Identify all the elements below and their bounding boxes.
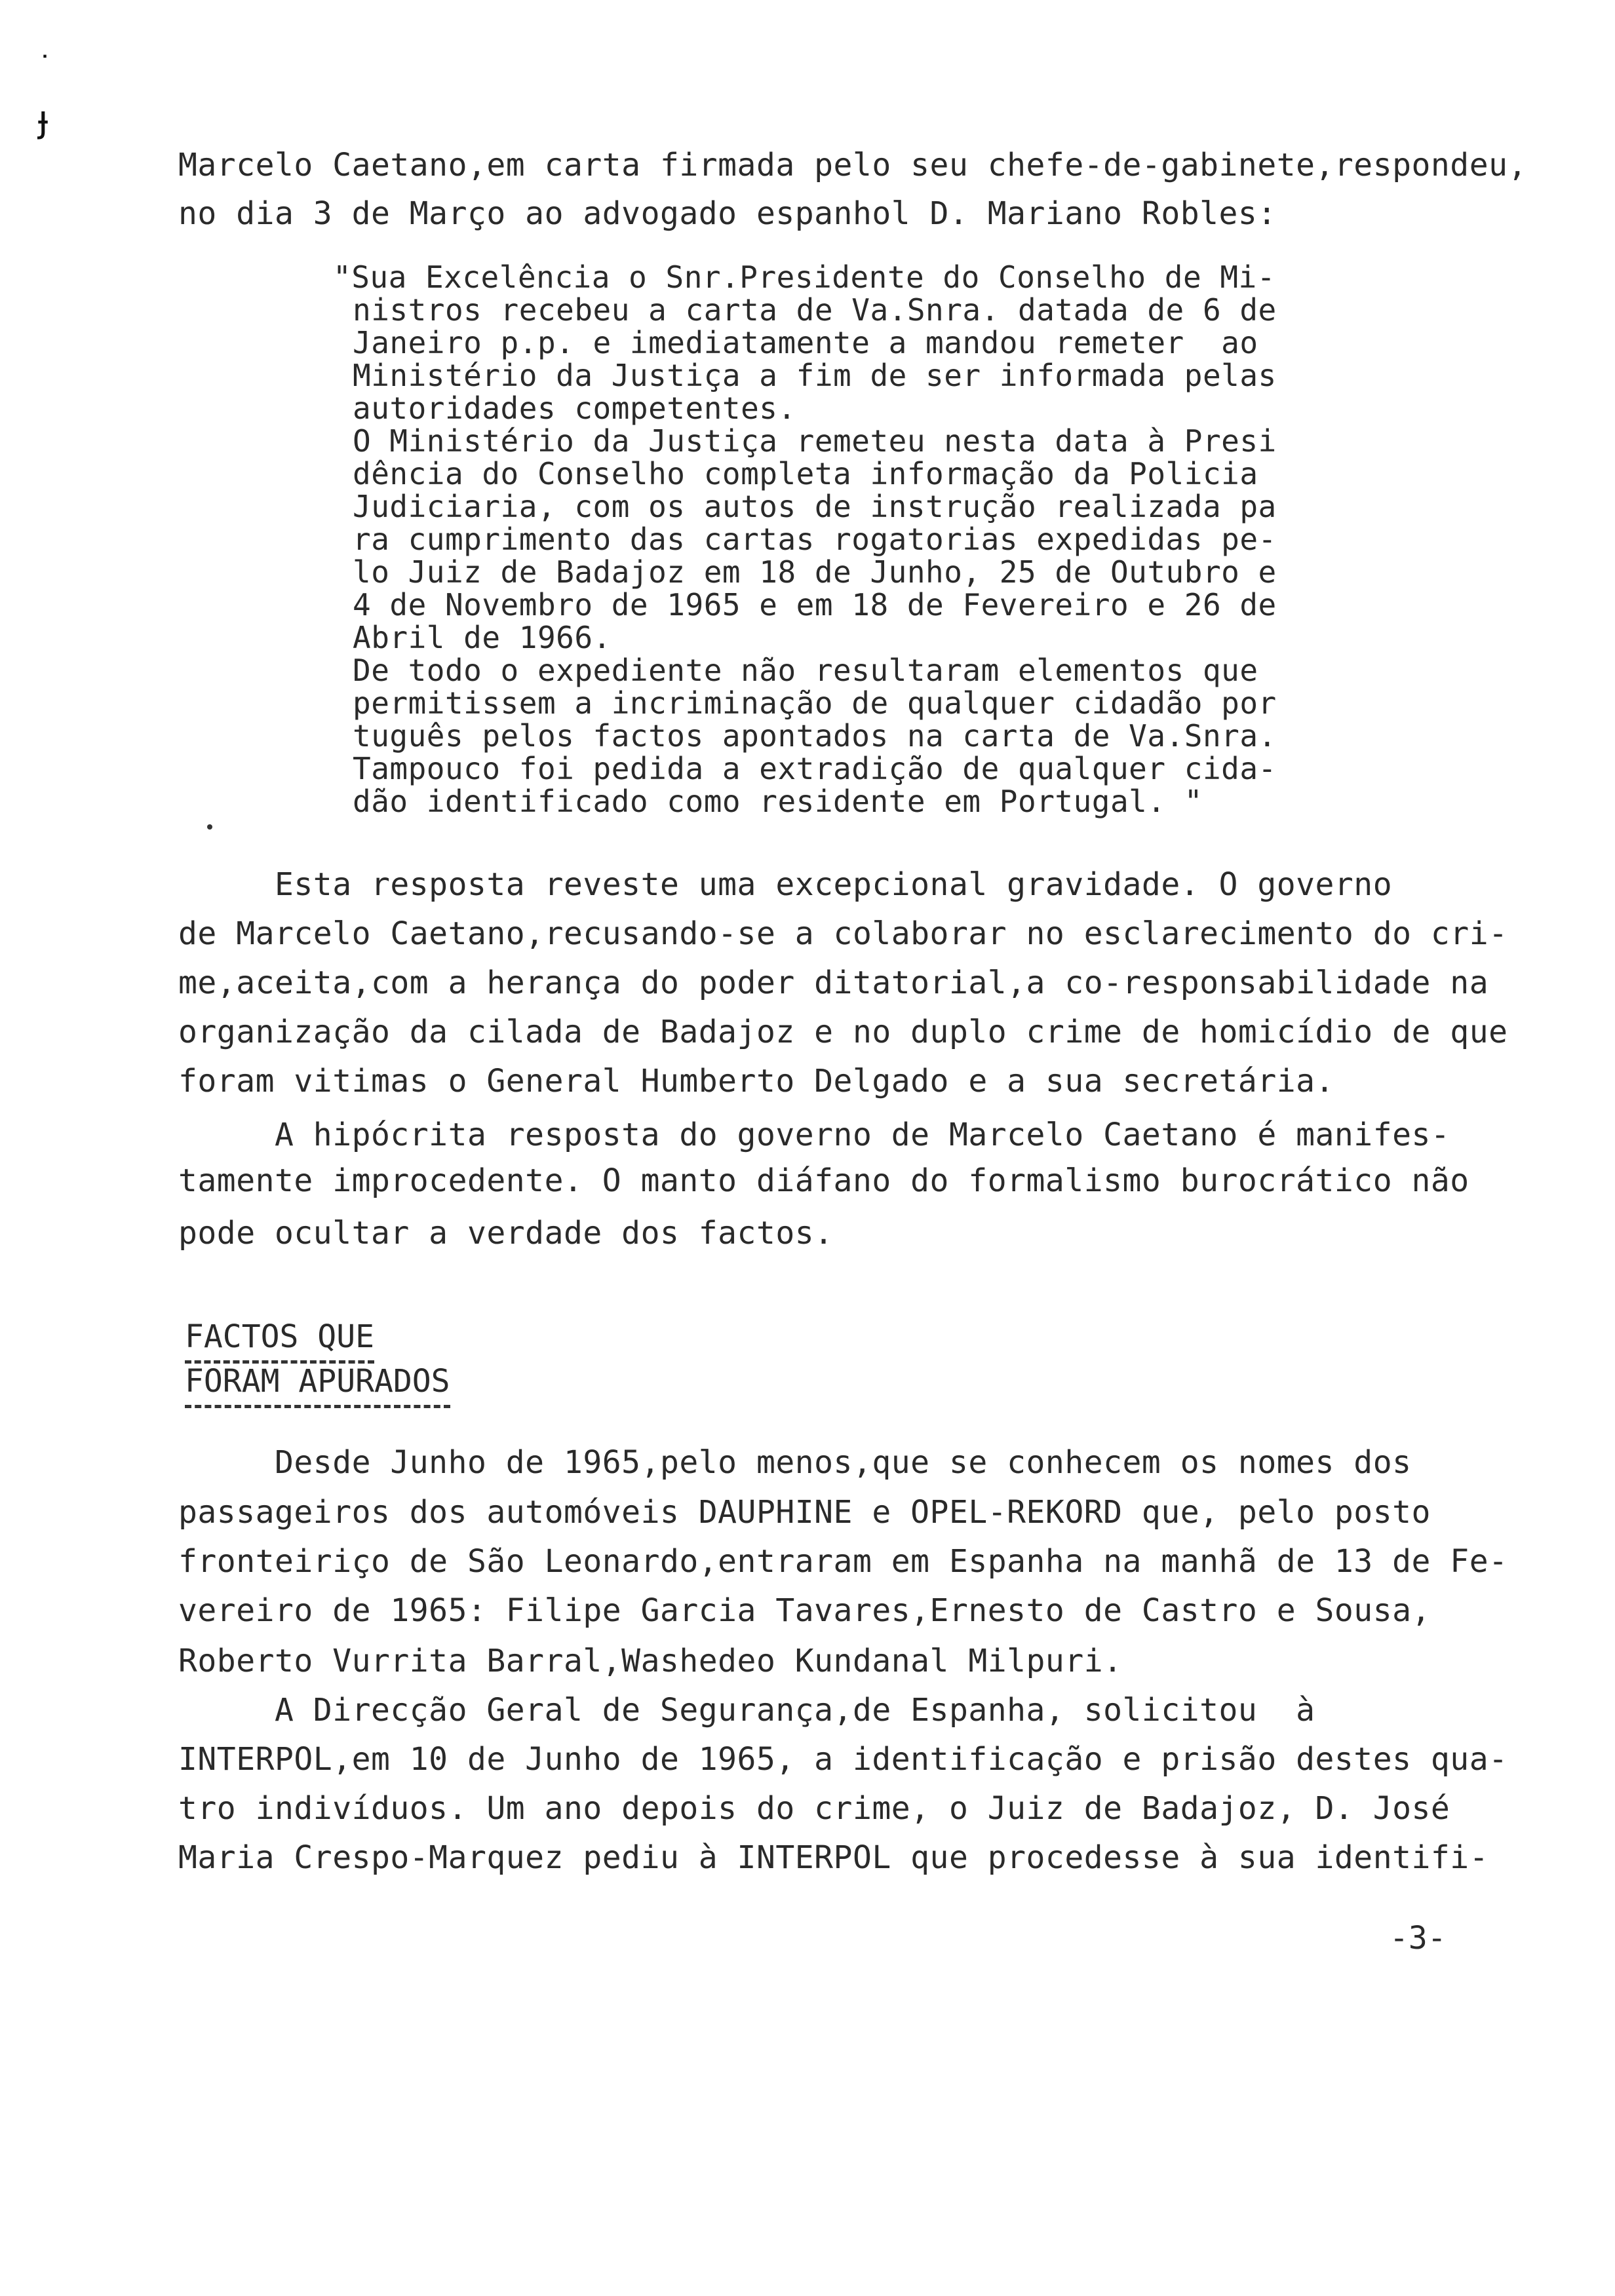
text-line: Esta resposta reveste uma excepcional gravidade. O governo [178, 866, 1393, 903]
text-line: Maria Crespo-Marquez pediu à INTERPOL que procedesse à sua identifi- [178, 1839, 1489, 1876]
text-line: me,aceita,com a herança do poder ditatorial,a co-responsabilidade na [178, 965, 1489, 1001]
text-line: tro indivíduos. Um ano depois do crime, o Juiz de Badajoz, D. José [178, 1790, 1450, 1827]
text-line: Desde Junho de 1965,pelo menos,que se conhecem os nomes dos [178, 1444, 1412, 1481]
quote-line: dão identificado como residente em Portugal. " [353, 784, 1203, 819]
text-line: passageiros dos automóveis DAUPHINE e OPEL-REKORD que, pelo posto [178, 1494, 1431, 1531]
quote-line: "Sua Excelência o Snr.Presidente do Conselho de Mi- [333, 259, 1275, 295]
margin-mark: ɟ [38, 98, 49, 141]
text-line: INTERPOL,em 10 de Junho de 1965, a identificação e prisão destes qua- [178, 1741, 1508, 1778]
quote-line: De todo o expediente não resultaram elementos que [353, 653, 1258, 688]
heading-line: FORAM APURADOS [185, 1362, 450, 1408]
quote-line: Janeiro p.p. e imediatamente a mandou remeter ao [353, 325, 1258, 360]
quote-line: Ministério da Justiça a fim de ser informada pelas [353, 358, 1277, 393]
quote-line: tuguês pelos factos apontados na carta de Va.Snra. [353, 718, 1277, 754]
quote-line: permitissem a incriminação de qualquer cidadão por [353, 685, 1277, 721]
page-number: -3- [1390, 1920, 1447, 1957]
text-line: organização da cilada de Badajoz e no duplo crime de homicídio de que [178, 1014, 1508, 1050]
margin-dot [207, 824, 212, 830]
text-line: foram vitimas o General Humberto Delgado e a sua secretária. [178, 1063, 1334, 1100]
text-line: tamente improcedente. O manto diáfano do formalismo burocrático não [178, 1162, 1469, 1199]
margin-mark: ᐧ [41, 41, 49, 74]
text-line: vereiro de 1965: Filipe Garcia Tavares,Ernesto de Castro e Sousa, [178, 1592, 1431, 1629]
quote-line: Judiciaria, com os autos de instrução realizada pa [353, 489, 1277, 524]
quote-line: autoridades competentes. [353, 391, 796, 426]
quote-line: Tampouco foi pedida a extradição de qualquer cida- [353, 751, 1277, 786]
text-line: de Marcelo Caetano,recusando-se a colaborar no esclarecimento do cri- [178, 915, 1508, 952]
quote-line: O Ministério da Justiça remeteu nesta data à Presi [353, 423, 1277, 459]
heading-line: FACTOS QUE [185, 1317, 374, 1364]
text-line: fronteiriço de São Leonardo,entraram em Espanha na manhã de 13 de Fe- [178, 1543, 1508, 1580]
quote-line: nistros recebeu a carta de Va.Snra. datada de 6 de [353, 292, 1277, 328]
quote-line: lo Juiz de Badajoz em 18 de Junho, 25 de Outubro e [353, 554, 1277, 590]
text-line: pode ocultar a verdade dos factos. [178, 1215, 834, 1252]
text-line: Roberto Vurrita Barral,Washedeo Kundanal Milpuri. [178, 1643, 1123, 1679]
quote-line: Abril de 1966. [353, 620, 612, 655]
text-line: A Direcção Geral de Segurança,de Espanha, solicitou à [178, 1692, 1315, 1729]
quote-line: ra cumprimento das cartas rogatorias expedidas pe- [353, 522, 1277, 557]
text-line: A hipócrita resposta do governo de Marcelo Caetano é manifes- [178, 1117, 1450, 1153]
quote-line: dência do Conselho completa informação da Policia [353, 456, 1258, 491]
text-line: no dia 3 de Março ao advogado espanhol D. Mariano Robles: [178, 195, 1277, 232]
text-line: Marcelo Caetano,em carta firmada pelo seu chefe-de-gabinete,respondeu, [178, 147, 1527, 183]
quote-line: 4 de Novembro de 1965 e em 18 de Fevereiro e 26 de [353, 587, 1277, 622]
